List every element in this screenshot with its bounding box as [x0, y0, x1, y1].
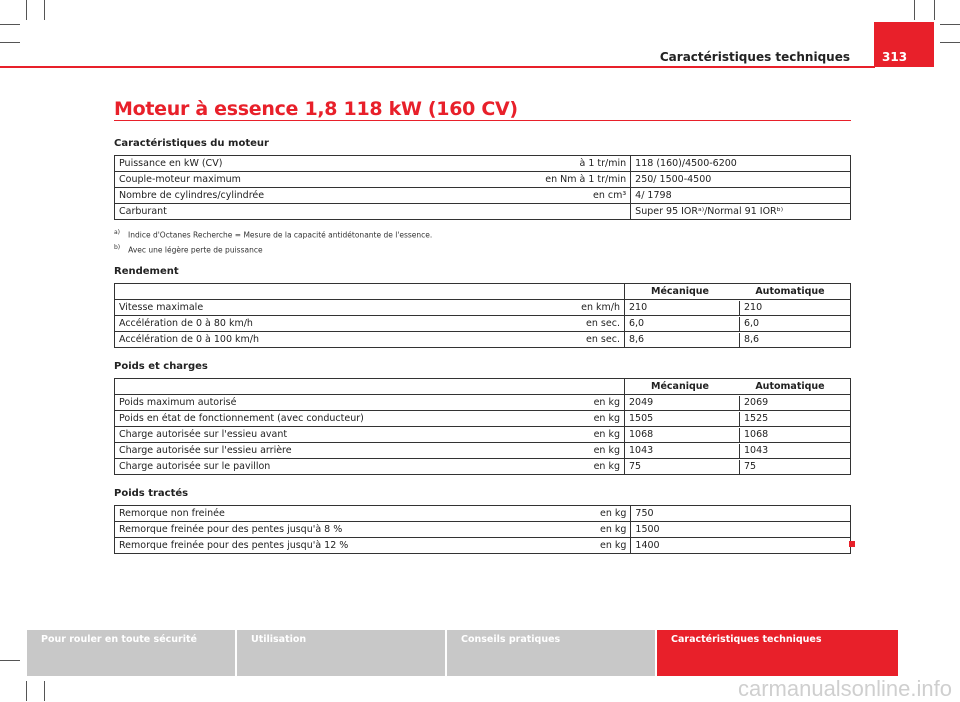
- row-values: [624, 332, 850, 348]
- header-cell-group: [624, 379, 850, 395]
- col-manual: Mécanique: [651, 285, 709, 297]
- blank-header: [115, 284, 625, 300]
- row-value: 250/ 1500-4500: [631, 172, 851, 188]
- weights-table: [114, 378, 851, 475]
- row-value: 1500: [631, 522, 851, 538]
- performance-heading: Rendement: [114, 266, 179, 277]
- table-row: [115, 204, 851, 220]
- crop-mark: [940, 42, 960, 43]
- crop-mark: [0, 42, 20, 43]
- row-values: [624, 316, 850, 332]
- table-row: [115, 188, 851, 204]
- row-value: 118 (160)/4500-6200: [631, 156, 851, 172]
- row-unit: en sec.: [480, 332, 625, 348]
- page-number: 313: [882, 50, 908, 64]
- table-header-row: [115, 379, 851, 395]
- crop-mark: [44, 681, 45, 701]
- row-unit: en kg: [481, 411, 625, 427]
- value-auto: 1525: [739, 412, 850, 426]
- value-auto: 75: [739, 460, 850, 474]
- footnote-b: [114, 244, 263, 255]
- crop-mark: [0, 24, 20, 25]
- blank-header: [115, 379, 625, 395]
- watermark: carmanualsonline.info: [737, 676, 952, 701]
- row-values: [624, 300, 850, 316]
- section-end-mark: [849, 541, 855, 547]
- table-row: [115, 316, 851, 332]
- row-label: Poids maximum autorisé: [115, 395, 481, 411]
- table-row: [115, 506, 851, 522]
- row-unit: en kg: [484, 522, 631, 538]
- row-label: Remorque freinée pour des pentes jusqu'à 8 %: [115, 522, 485, 538]
- header-cell-group: [624, 284, 850, 300]
- crop-mark: [0, 660, 20, 661]
- towing-heading: Poids tractés: [114, 488, 189, 499]
- title-rule: [114, 120, 851, 121]
- value-auto: 6,0: [739, 317, 850, 331]
- footnote-text: Indice d'Octanes Recherche = Mesure de la capacité antidétonante de l'essence.: [128, 230, 433, 240]
- row-value: 750: [631, 506, 851, 522]
- row-values: [624, 443, 850, 459]
- row-label: Poids en état de fonctionnement (avec conducteur): [115, 411, 481, 427]
- value-manual: 1043: [628, 444, 654, 456]
- value-auto: 1068: [739, 428, 850, 442]
- table-row: [115, 459, 851, 475]
- towing-table: [114, 505, 851, 554]
- row-value: 1400: [631, 538, 851, 554]
- row-unit: en kg: [484, 506, 631, 522]
- row-unit: en Nm à 1 tr/min: [484, 172, 631, 188]
- engine-table: [114, 155, 851, 220]
- table-row: [115, 443, 851, 459]
- crop-mark: [940, 24, 960, 25]
- value-manual: 6,0: [628, 317, 645, 329]
- table-header-row: [115, 284, 851, 300]
- row-unit: en kg: [484, 538, 631, 554]
- row-value: Super 95 IORᵃ⁾/Normal 91 IORᵇ⁾: [631, 204, 851, 220]
- footnote-text: Avec une légère perte de puissance: [128, 245, 263, 255]
- value-manual: 1068: [628, 428, 654, 440]
- row-label: Remorque freinée pour des pentes jusqu'à 12 %: [115, 538, 485, 554]
- row-label: Puissance en kW (CV): [115, 156, 484, 172]
- row-unit: en kg: [481, 443, 625, 459]
- value-auto: 2069: [739, 396, 850, 410]
- col-auto: Automatique: [755, 285, 825, 297]
- weights-heading: Poids et charges: [114, 361, 208, 372]
- footer-tab-usage[interactable]: Utilisation: [237, 630, 445, 676]
- table-row: [115, 427, 851, 443]
- table-row: [115, 156, 851, 172]
- section-title: Moteur à essence 1,8 118 kW (160 CV): [114, 98, 518, 120]
- value-manual: 2049: [628, 396, 654, 408]
- row-label: Charge autorisée sur le pavillon: [115, 459, 481, 475]
- value-auto: 8,6: [739, 333, 850, 347]
- value-manual: 210: [628, 301, 648, 313]
- footer-nav: [27, 630, 900, 676]
- value-auto: 1043: [739, 444, 850, 458]
- performance-table: [114, 283, 851, 348]
- row-unit: en kg: [481, 395, 625, 411]
- crop-mark: [26, 681, 27, 701]
- row-label: Carburant: [115, 204, 484, 220]
- footer-tab-specs[interactable]: Caractéristiques techniques: [657, 630, 898, 676]
- table-row: [115, 538, 851, 554]
- row-unit: en km/h: [480, 300, 625, 316]
- table-row: [115, 411, 851, 427]
- footnote-mark: a): [114, 229, 121, 236]
- table-row: [115, 395, 851, 411]
- header-title: Caractéristiques techniques: [659, 50, 850, 64]
- row-label: Charge autorisée sur l'essieu arrière: [115, 443, 481, 459]
- value-manual: 1505: [628, 412, 654, 424]
- crop-mark: [44, 0, 45, 20]
- crop-mark: [914, 0, 915, 20]
- row-label: Nombre de cylindres/cylindrée: [115, 188, 484, 204]
- row-label: Couple-moteur maximum: [115, 172, 484, 188]
- footnote-a: [114, 229, 432, 240]
- row-values: [624, 427, 850, 443]
- col-manual: Mécanique: [651, 380, 709, 392]
- col-auto: Automatique: [755, 380, 825, 392]
- row-values: [624, 395, 850, 411]
- row-unit: en kg: [481, 459, 625, 475]
- row-label: Remorque non freinée: [115, 506, 485, 522]
- crop-mark: [26, 0, 27, 20]
- footnote-mark: b): [114, 244, 121, 251]
- table-row: [115, 522, 851, 538]
- value-auto: 210: [739, 301, 850, 315]
- table-row: [115, 172, 851, 188]
- table-row: [115, 300, 851, 316]
- row-label: Charge autorisée sur l'essieu avant: [115, 427, 481, 443]
- row-value: 4/ 1798: [631, 188, 851, 204]
- row-unit: [484, 204, 631, 220]
- header-rule: [0, 66, 875, 68]
- row-label: Accélération de 0 à 80 km/h: [115, 316, 480, 332]
- row-unit: en kg: [481, 427, 625, 443]
- row-unit: en cm³: [484, 188, 631, 204]
- value-manual: 75: [628, 460, 642, 472]
- row-unit: en sec.: [480, 316, 625, 332]
- row-unit: à 1 tr/min: [484, 156, 631, 172]
- row-label: Accélération de 0 à 100 km/h: [115, 332, 480, 348]
- page-number-box: [874, 22, 934, 67]
- table-row: [115, 332, 851, 348]
- footer-tab-safety[interactable]: Pour rouler en toute sécurité: [27, 630, 235, 676]
- row-values: [624, 411, 850, 427]
- crop-mark: [934, 0, 935, 20]
- footer-tab-tips[interactable]: Conseils pratiques: [447, 630, 655, 676]
- engine-heading: Caractéristiques du moteur: [114, 138, 269, 149]
- row-label: Vitesse maximale: [115, 300, 480, 316]
- value-manual: 8,6: [628, 333, 645, 345]
- row-values: [624, 459, 850, 475]
